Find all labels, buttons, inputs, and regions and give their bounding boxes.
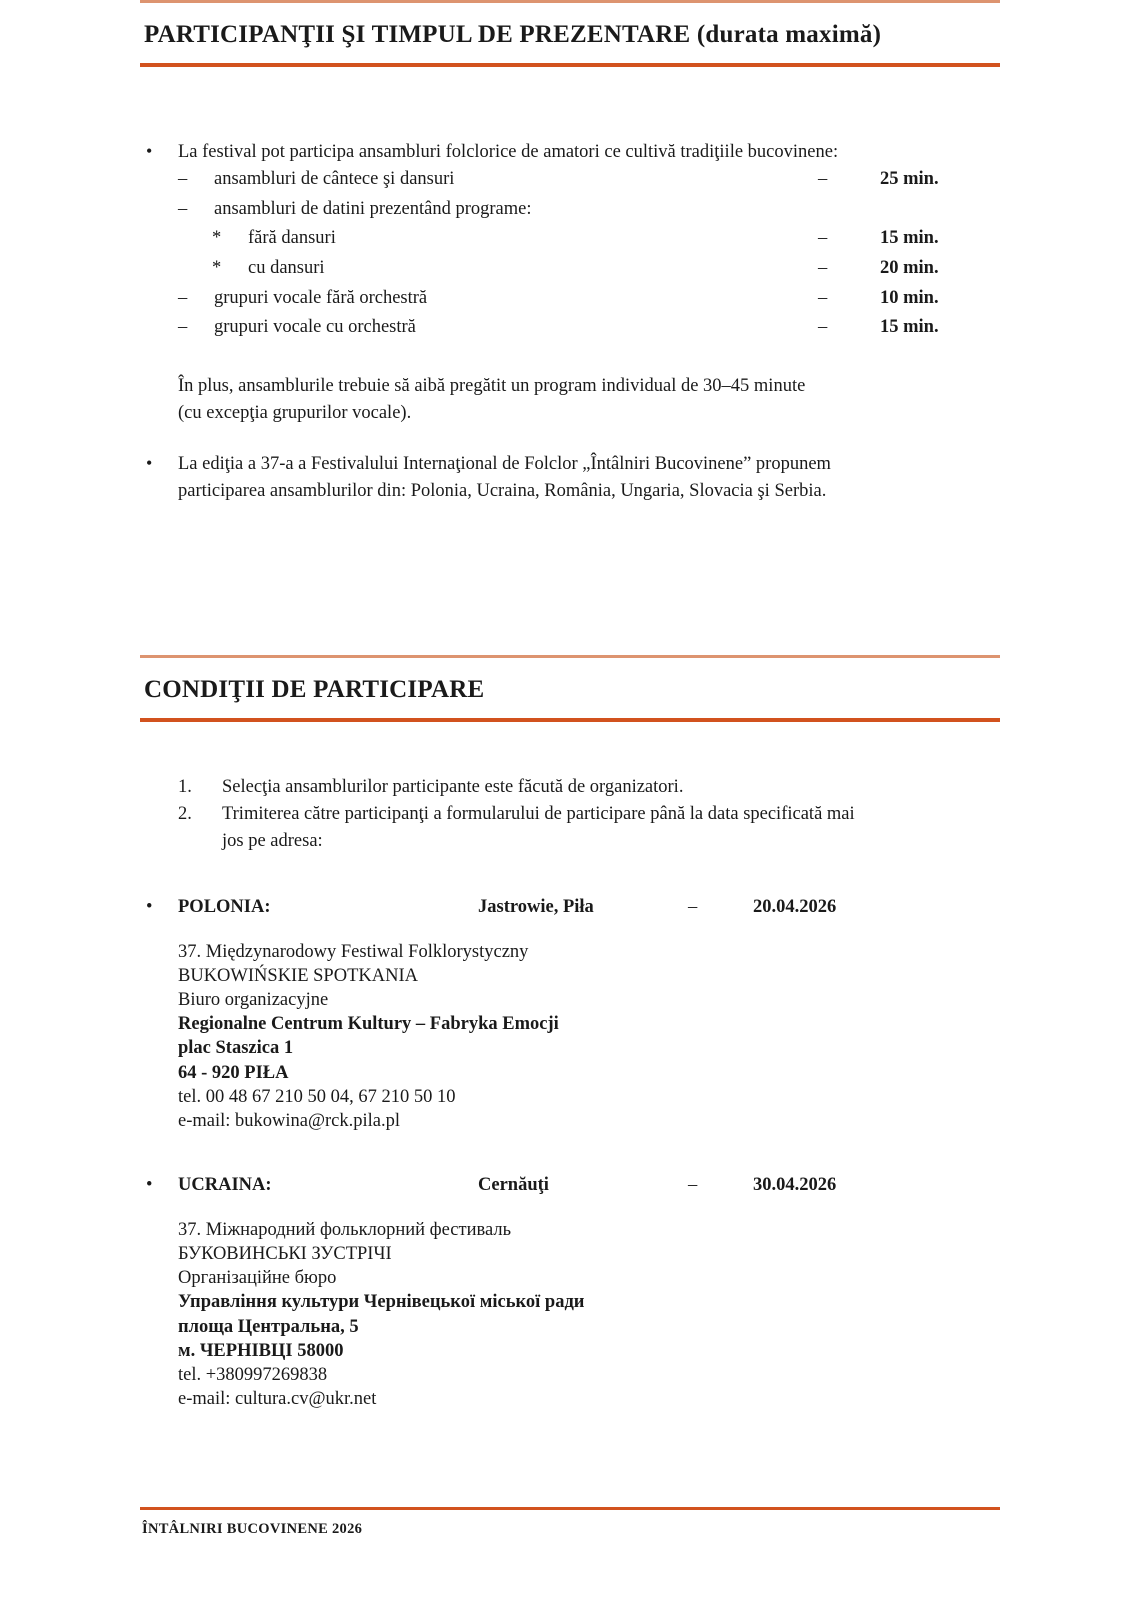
dash-icon: – bbox=[688, 896, 698, 917]
bullet-icon: • bbox=[146, 452, 153, 473]
table-row bbox=[178, 224, 1000, 254]
list-item-text bbox=[222, 801, 1000, 855]
country-block-polonia bbox=[140, 897, 1000, 1133]
item-label: grupuri vocale cu orchestră bbox=[214, 317, 416, 338]
country-name: POLONIA: bbox=[178, 896, 271, 917]
address-line: площа Центральна, 5 bbox=[178, 1316, 359, 1337]
section-title-conditii: CONDIŢII DE PARTICIPARE bbox=[144, 675, 485, 703]
list-item-text: Selecţia ansamblurilor participante este făcută de organizatori. bbox=[222, 776, 684, 797]
table-row bbox=[178, 254, 1000, 284]
country-name: UCRAINA: bbox=[178, 1174, 272, 1195]
list-number: 1. bbox=[178, 776, 192, 797]
list-item bbox=[178, 774, 1000, 801]
item-separator: – bbox=[818, 258, 828, 279]
bullet-icon: • bbox=[146, 896, 153, 917]
country-header-row bbox=[140, 897, 1000, 918]
edition-paragraph bbox=[178, 451, 1000, 505]
bullet-icon: • bbox=[146, 141, 153, 161]
item-separator: – bbox=[818, 169, 828, 190]
note-line-2: (cu excepţia grupurilor vocale). bbox=[178, 402, 412, 423]
address-email: e-mail: cultura.cv@ukr.net bbox=[178, 1388, 377, 1409]
edition-line-1: La ediţia a 37-a a Festivalului Internaţional de Folclor „Întâlniri Bucovinene” propunem bbox=[178, 453, 831, 474]
list-item bbox=[178, 801, 1000, 855]
star-icon: * bbox=[212, 228, 222, 249]
address-email: e-mail: bukowina@rck.pila.pl bbox=[178, 1110, 401, 1131]
dash-icon: – bbox=[178, 317, 188, 338]
address-line: БУКОВИНСЬКІ ЗУСТРІЧІ bbox=[178, 1244, 392, 1265]
edition-line-2: participarea ansamblurilor din: Polonia, Ucraina, România, Ungaria, Slovacia şi Serbia. bbox=[178, 480, 827, 501]
country-header-row bbox=[140, 1175, 1000, 1196]
intro-text: La festival pot participa ansambluri folclorice de amatori ce cultivă tradiţiile bucovinene: bbox=[178, 142, 839, 162]
item-separator: – bbox=[818, 287, 828, 308]
address-phone: tel. 00 48 67 210 50 04, 67 210 50 10 bbox=[178, 1086, 456, 1107]
list-item bbox=[140, 139, 1000, 165]
bullet-icon: • bbox=[146, 1174, 153, 1195]
item-separator: – bbox=[818, 228, 828, 249]
address-line: 37. Międzynarodowy Festiwal Folklorystyczny bbox=[178, 941, 529, 962]
page-title: PARTICIPANŢII ŞI TIMPUL DE PREZENTARE (durata maximă) bbox=[144, 21, 882, 48]
section-rule-bottom bbox=[140, 63, 1000, 67]
page-footer bbox=[140, 1507, 1000, 1538]
country-deadline: 30.04.2026 bbox=[753, 1174, 837, 1195]
country-block-ucraina bbox=[140, 1175, 1000, 1411]
country-city: Cernăuţi bbox=[478, 1174, 549, 1195]
address-line: Regionalne Centrum Kultury – Fabryka Emocji bbox=[178, 1014, 559, 1035]
item-label: fără dansuri bbox=[248, 228, 336, 249]
country-address bbox=[140, 940, 1000, 1133]
section-participanti-header bbox=[140, 0, 1000, 67]
country-deadline: 20.04.2026 bbox=[753, 896, 837, 917]
star-icon: * bbox=[212, 258, 222, 279]
list-number: 2. bbox=[178, 803, 192, 824]
dash-icon: – bbox=[178, 287, 188, 308]
conditions-ordered-list bbox=[140, 774, 1000, 855]
table-row bbox=[178, 284, 1000, 314]
item-separator: – bbox=[818, 317, 828, 338]
dash-icon: – bbox=[178, 169, 188, 190]
address-line: Організаційне бюро bbox=[178, 1268, 337, 1289]
table-row bbox=[178, 165, 1000, 195]
item-duration: 15 min. bbox=[880, 228, 939, 249]
address-line: plac Staszica 1 bbox=[178, 1038, 294, 1059]
time-list bbox=[140, 165, 1000, 343]
item-label: ansambluri de datini prezentând programe: bbox=[214, 198, 532, 219]
dash-icon: – bbox=[178, 198, 188, 219]
item-duration: 15 min. bbox=[880, 317, 939, 338]
list-item-line-2: jos pe adresa: bbox=[222, 830, 323, 851]
item-label: cu dansuri bbox=[248, 258, 325, 279]
dash-icon: – bbox=[688, 1174, 698, 1195]
country-city: Jastrowie, Piła bbox=[478, 896, 594, 917]
table-row bbox=[178, 195, 1000, 225]
footer-text: ÎNTÂLNIRI BUCOVINENE 2026 bbox=[142, 1521, 363, 1537]
item-label: grupuri vocale fără orchestră bbox=[214, 287, 428, 308]
item-duration: 20 min. bbox=[880, 258, 939, 279]
address-line: BUKOWIŃSKIE SPOTKANIA bbox=[178, 965, 418, 986]
country-address bbox=[140, 1218, 1000, 1411]
item-duration: 25 min. bbox=[880, 169, 939, 190]
item-duration: 10 min. bbox=[880, 287, 939, 308]
address-line: Управління культури Чернівецької міської ради bbox=[178, 1292, 585, 1313]
address-phone: tel. +380997269838 bbox=[178, 1364, 328, 1385]
list-item-line-1: Trimiterea către participanţi a formularului de participare până la data specificată mai bbox=[222, 803, 855, 824]
section-rule-bottom bbox=[140, 718, 1000, 722]
list-item bbox=[140, 451, 1000, 505]
address-line: Biuro organizacyjne bbox=[178, 990, 329, 1011]
note-paragraph bbox=[140, 373, 1000, 427]
section-conditii-header bbox=[140, 655, 1000, 722]
address-line: 37. Міжнародний фольклорний фестиваль bbox=[178, 1219, 512, 1240]
table-row bbox=[178, 313, 1000, 343]
address-line: 64 - 920 PIŁA bbox=[178, 1062, 289, 1083]
note-line-1: În plus, ansamblurile trebuie să aibă pregătit un program individual de 30–45 minute bbox=[178, 375, 806, 396]
item-label: ansambluri de cântece şi dansuri bbox=[214, 169, 455, 190]
address-line: м. ЧЕРНІВЦІ 58000 bbox=[178, 1340, 344, 1361]
